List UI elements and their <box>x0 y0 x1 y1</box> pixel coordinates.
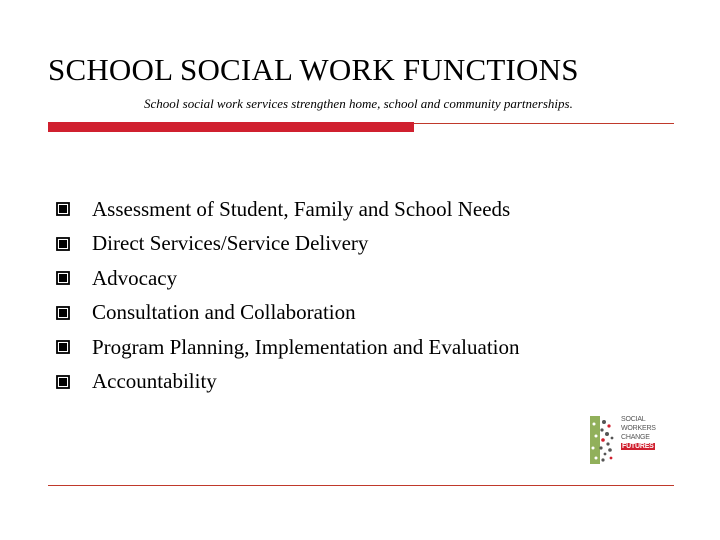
dotted-figure-icon <box>588 412 618 468</box>
checkbox-bullet-icon <box>56 271 70 285</box>
bullet-text: Consultation and Collaboration <box>92 300 356 325</box>
logo-wordmark <box>621 415 656 451</box>
checkbox-bullet-icon <box>56 306 70 320</box>
checkbox-bullet-icon <box>56 340 70 354</box>
bullet-text: Assessment of Student, Family and School Needs <box>92 196 511 221</box>
bullet-item <box>56 296 520 331</box>
slide-title: SCHOOL SOCIAL WORK FUNCTIONS <box>48 52 579 87</box>
accent-bar <box>48 122 414 132</box>
social-workers-logo <box>588 410 660 468</box>
logo-line: WORKERS <box>621 425 656 432</box>
bullet-text: Direct Services/Service Delivery <box>92 231 369 256</box>
checkbox-bullet-icon <box>56 237 70 251</box>
bullet-text: Advocacy <box>92 265 178 290</box>
checkbox-bullet-icon <box>56 375 70 389</box>
bullet-text: Accountability <box>92 369 217 394</box>
bullet-item <box>56 227 520 262</box>
logo-line: CHANGE <box>621 434 650 441</box>
bullet-item <box>56 192 520 227</box>
logo-line: SOCIAL <box>621 416 646 423</box>
slide-subtitle: School social work services strengthen home, school and community partnerships. <box>144 96 573 111</box>
logo-line-highlight <box>621 442 656 451</box>
bullet-list <box>56 192 520 399</box>
bottom-divider <box>48 485 674 486</box>
checkbox-bullet-icon <box>56 202 70 216</box>
bullet-item <box>56 365 520 400</box>
top-divider <box>414 123 674 124</box>
bullet-text: Program Planning, Implementation and Evaluation <box>92 334 520 359</box>
bullet-item <box>56 261 520 296</box>
bullet-item <box>56 330 520 365</box>
logo-futures: FUTURES <box>622 443 654 450</box>
